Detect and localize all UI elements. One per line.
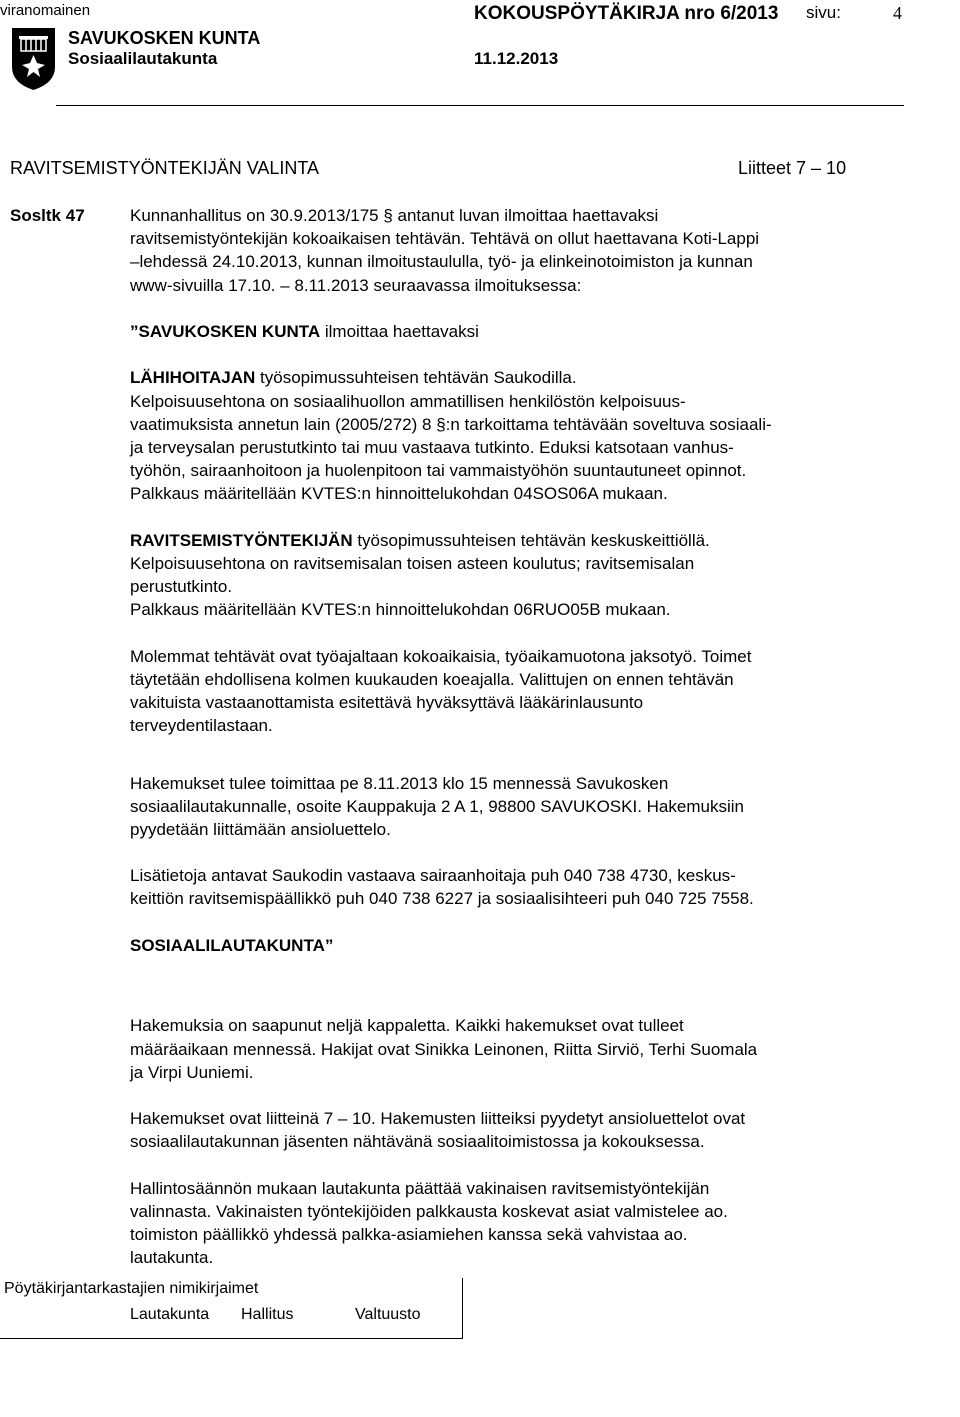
body-line: Palkkaus määritellään KVTES:n hinnoittelukohdan 06RUO05B mukaan. <box>130 600 671 620</box>
ad-heading-rest: ilmoittaa haettavaksi <box>320 321 479 341</box>
body-line: keittiön ravitsemispäällikkö puh 040 738 6227 ja sosiaalisihteeri puh 040 725 7558. <box>130 889 754 909</box>
case-id: Sosltk 47 <box>10 206 85 225</box>
municipal-crest-icon <box>11 27 56 91</box>
body-line: perustutkinto. <box>130 577 233 596</box>
body-line: Molemmat tehtävät ovat työajaltaan kokoaikaisia, työaikamuotona jaksotyö. Toimet <box>130 646 752 666</box>
body-line: ravitsemistyöntekijän kokoaikaisen tehtävän. Tehtävä on ollut haettavana Koti-Lappi <box>130 229 760 249</box>
body-line: Kelpoisuusehtona on ravitsemisalan toisen asteen koulutus; ravitsemisalan <box>130 553 695 573</box>
initials-box-title: Pöytäkirjantarkastajien nimikirjaimet <box>4 1280 259 1297</box>
body-line: määräaikaan mennessä. Hakijat ovat Sinikka Leinonen, Riitta Sirviö, Terhi Suomala <box>130 1039 758 1059</box>
body-line: lautakunta. <box>130 1248 214 1268</box>
body-line: pyydetään liittämään ansioluettelo. <box>130 819 391 839</box>
initials-box <box>0 1278 463 1339</box>
initials-col-council: Valtuusto <box>355 1306 421 1323</box>
nurse-position-title: LÄHIHOITAJAN <box>130 368 256 388</box>
body-line: Hakemukset ovat liitteinä 7 – 10. Hakemusten liitteiksi pyydetyt ansioluettelot ovat <box>130 1109 746 1129</box>
body-line: Hakemukset tulee toimittaa pe 8.11.2013 klo 15 mennessä Savukosken <box>130 773 669 793</box>
header-divider <box>56 105 904 106</box>
ad-heading <box>130 320 900 343</box>
body-line: työhön, sairaanhoitoon ja huolenpitoon tai vammaistyöhön suuntautuneet opinnot. <box>130 461 747 481</box>
body-line: vaatimuksista annetun lain (2005/272) 8 §:n tarkoittama tehtävään soveltuva sosiaali- <box>130 414 772 434</box>
body-line: Kunnanhallitus on 30.9.2013/175 § antanut luvan ilmoittaa haettavaksi <box>130 206 659 225</box>
body-line: Lisätietoja antavat Saukodin vastaava sairaanhoitaja puh 040 738 4730, keskus- <box>130 866 736 886</box>
body-line: Palkkaus määritellään KVTES:n hinnoittelukohdan 04SOS06A mukaan. <box>130 484 668 504</box>
section-title: RAVITSEMISTYÖNTEKIJÄN VALINTA <box>10 158 320 178</box>
page-number: 4 <box>893 3 902 23</box>
body-line: ja Virpi Uuniemi. <box>130 1062 254 1082</box>
ad-signature: SOSIAALILAUTAKUNTA” <box>130 935 334 955</box>
nurse-position-rest: työsopimussuhteisen tehtävän Saukodilla. <box>255 368 577 388</box>
meeting-date: 11.12.2013 <box>474 49 559 68</box>
cook-position-title: RAVITSEMISTYÖNTEKIJÄN <box>130 530 353 550</box>
body-line: Hakemuksia on saapunut neljä kappaletta. Kaikki hakemukset ovat tulleet <box>130 1016 684 1036</box>
initials-col-government: Hallitus <box>241 1306 294 1323</box>
body-line: valinnasta. Vakinaisten työntekijöiden palkkausta koskevat asiat valmistelee ao. <box>130 1201 728 1221</box>
body-line: Kelpoisuusehtona on sosiaalihuollon ammatillisen henkilöstön kelpoisuus- <box>130 391 686 411</box>
ad-organization: ”SAVUKOSKEN KUNTA <box>130 321 321 341</box>
body-line: www-sivuilla 17.10. – 8.11.2013 seuraavassa ilmoituksessa: <box>130 275 582 295</box>
body-line: toimiston päällikkö yhdessä palkka-asiamiehen kanssa sekä vahvistaa ao. <box>130 1225 688 1245</box>
body-line: sosiaalilautakunnan jäsenten nähtävänä sosiaalitoimistossa ja kokouksessa. <box>130 1132 705 1152</box>
body-line: Hallintosäännön mukaan lautakunta päättää vakinaisen ravitsemistyöntekijän <box>130 1178 710 1198</box>
document-title: KOKOUSPÖYTÄKIRJA nro 6/2013 <box>474 3 779 24</box>
minutes-body <box>130 204 900 1269</box>
body-line: vakituista vastaanottamista esitettävä hyväksyttävä lääkärinlausunto <box>130 692 644 712</box>
cook-position-heading <box>130 529 900 552</box>
body-line: sosiaalilautakunnalle, osoite Kauppakuja 2 A 1, 98800 SAVUKOSKI. Hakemuksiin <box>130 796 744 816</box>
organization-name: SAVUKOSKEN KUNTA <box>68 28 261 48</box>
board-name: Sosiaalilautakunta <box>68 49 218 68</box>
initials-col-board: Lautakunta <box>130 1306 210 1323</box>
body-line: –lehdessä 24.10.2013, kunnan ilmoitustaululla, työ- ja elinkeinotoimiston ja kunnan <box>130 252 753 272</box>
page-label: sivu: <box>806 3 841 22</box>
nurse-position-heading <box>130 366 900 389</box>
body-line: ja terveysalan perustutkinto tai muu vastaava tutkinto. Eduksi katsotaan vanhus- <box>130 437 734 457</box>
body-line: täytetään ehdollisena kolmen kuukauden koeajalla. Valittujen on ennen tehtävän <box>130 669 734 689</box>
body-line: terveydentilastaan. <box>130 716 273 736</box>
cook-position-rest: työsopimussuhteisen tehtävän keskuskeittiöllä. <box>352 530 710 550</box>
author-label: viranomainen <box>0 2 91 19</box>
attachments-reference: Liitteet 7 – 10 <box>738 158 847 178</box>
